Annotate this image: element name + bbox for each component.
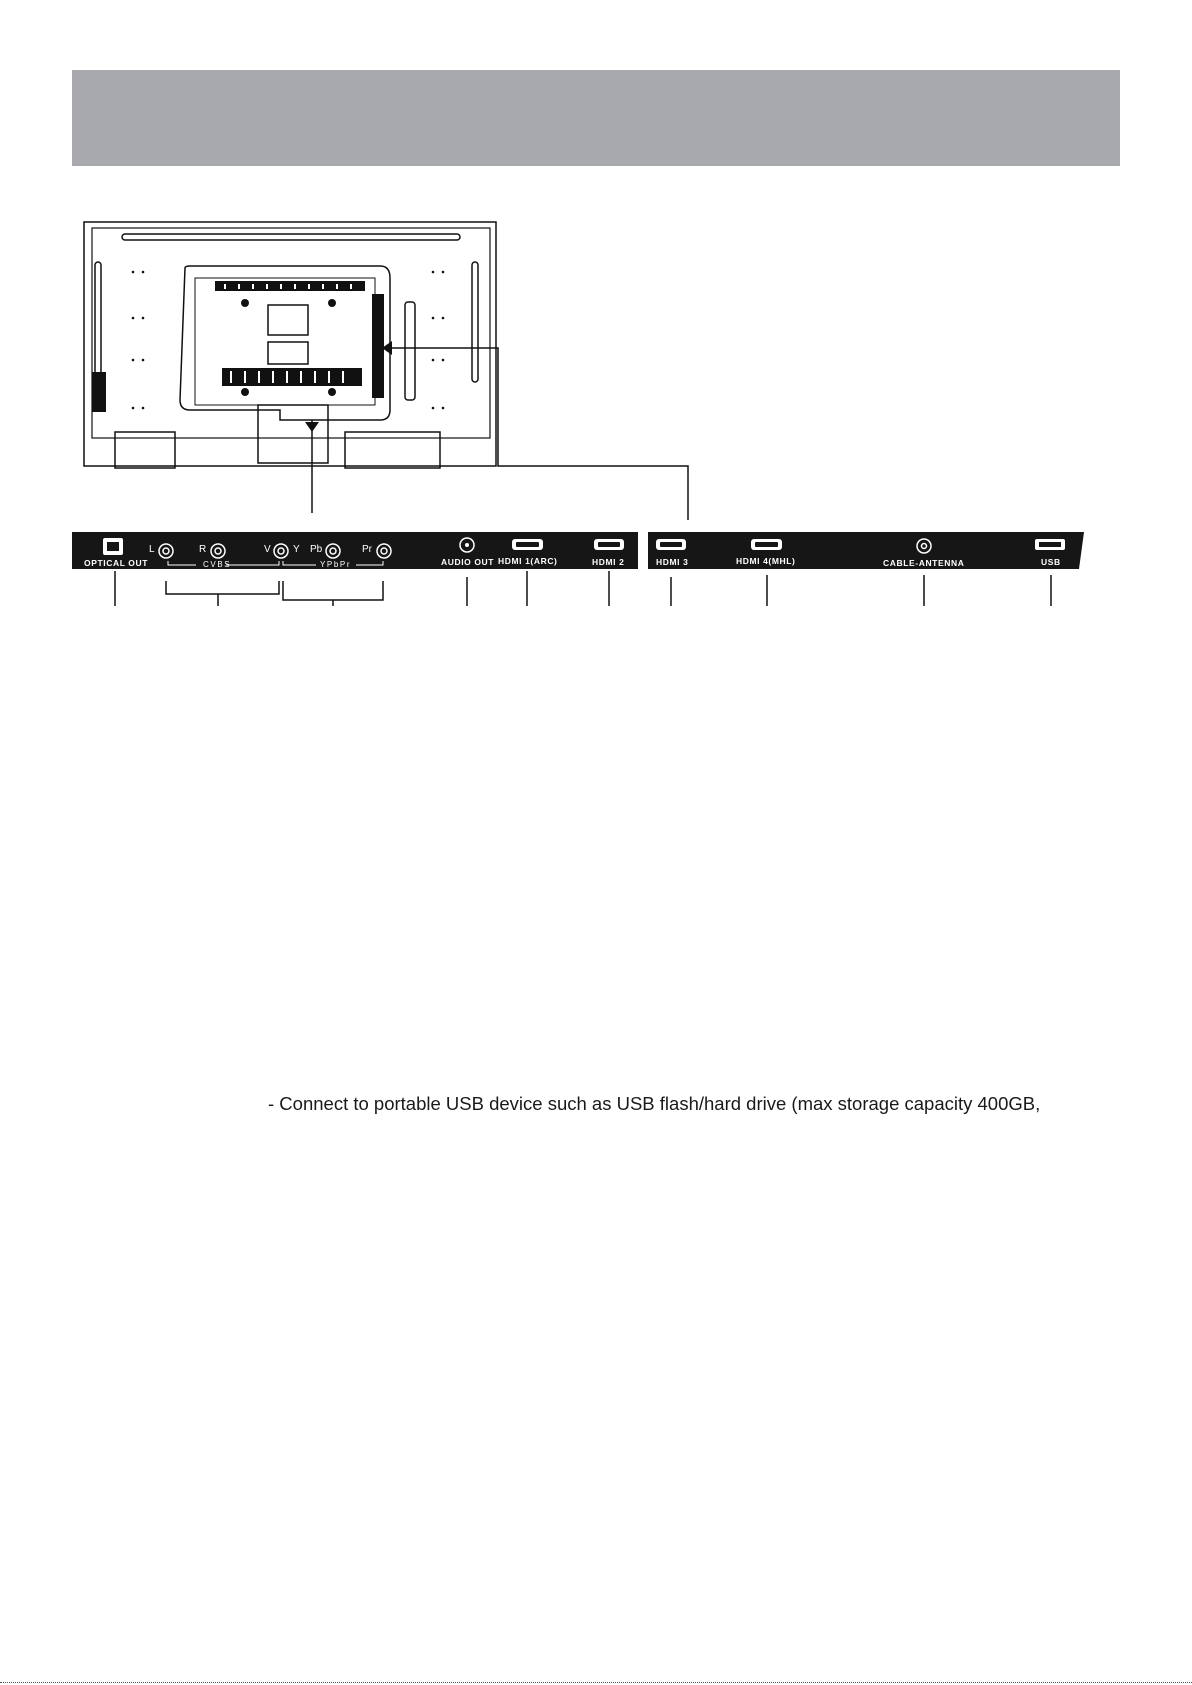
optical-out-label: OPTICAL OUT xyxy=(84,558,149,568)
cvbs-group-label: CVBS xyxy=(203,560,232,569)
tv-vents xyxy=(92,281,384,412)
right-connector-panel xyxy=(648,532,1084,569)
cvbs-l-label: L xyxy=(149,544,155,555)
tv-rear-diagram xyxy=(0,0,1192,640)
hdmi4-label: HDMI 4(MHL) xyxy=(736,556,796,566)
leader-lines xyxy=(115,571,1051,606)
cvbs-v-label: V xyxy=(264,544,271,555)
cable-antenna-label: CABLE-ANTENNA xyxy=(883,558,965,568)
cvbs-r-label: R xyxy=(199,544,207,555)
hdmi2-label: HDMI 2 xyxy=(592,557,625,567)
ypbpr-y-label: Y xyxy=(293,544,300,555)
ypbpr-group-label: YPbPr xyxy=(320,560,352,569)
usb-connection-note: - Connect to portable USB device such as USB flash/hard drive (max storage capacity 400GB, xyxy=(268,1093,1041,1114)
ypbpr-pr-label: Pr xyxy=(362,544,372,555)
page-bottom-rule xyxy=(0,1682,1192,1683)
tv-back-illustration xyxy=(84,222,496,468)
ypbpr-pb-label: Pb xyxy=(310,544,323,555)
usb-label: USB xyxy=(1041,557,1061,567)
hdmi3-label: HDMI 3 xyxy=(656,557,689,567)
audio-out-label: AUDIO OUT xyxy=(441,557,495,567)
callout-lines xyxy=(312,348,688,520)
hdmi1-label: HDMI 1(ARC) xyxy=(498,556,558,566)
